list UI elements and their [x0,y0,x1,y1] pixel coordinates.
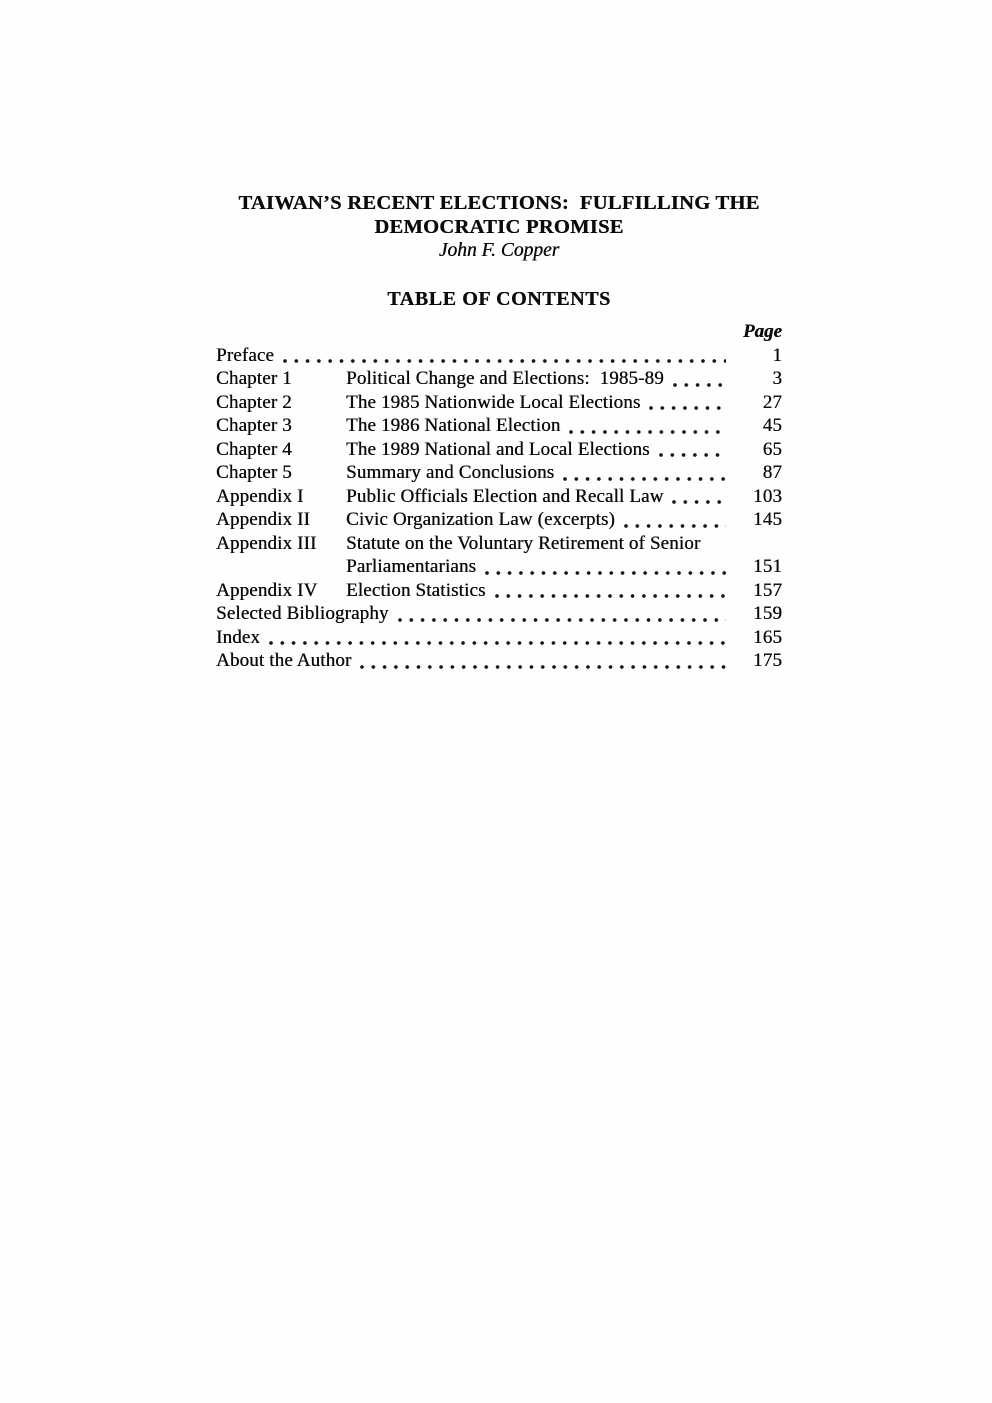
contents-heading: TABLE OF CONTENTS [387,287,611,310]
toc-entry-page: 175 [753,650,782,671]
toc-entry-row [216,414,782,438]
toc-entry-row [216,532,782,556]
dot-leader [563,461,726,485]
toc-entry-label: Chapter 2 [216,391,292,413]
dot-leader [569,414,726,438]
toc-entry-title: Public Officials Election and Recall Law [346,485,664,507]
toc-entry-row [216,438,782,462]
page-column-label: Page [742,320,782,342]
toc-entry-label: Index [216,626,261,648]
toc-entry-page: 151 [753,556,782,577]
toc-entry-page: 103 [753,485,782,507]
dot-leader [485,555,726,579]
toc-entry-row [216,391,782,415]
toc-entry-page: 45 [762,415,782,436]
toc-entry-label: Appendix III [216,532,317,554]
toc-entry-page: 27 [762,391,782,413]
dot-leader [360,649,726,673]
toc-entry-row [216,485,782,509]
toc-entry-label: Appendix I [216,485,304,507]
toc-entry-title: Statute on the Voluntary Retirement of Senior [346,532,701,554]
dot-leader [673,367,726,391]
toc-entry-title: Election Statistics [346,579,486,601]
toc-entry-row [216,579,782,603]
toc-entry-page: 145 [753,509,782,530]
toc-entry-title: Civic Organization Law (excerpts) [346,509,615,530]
toc-entry-row [216,626,782,650]
author-name: John F. Copper [438,240,560,261]
dot-leader [649,391,726,415]
page-content [216,192,782,673]
book-title-line1: TAIWAN’S RECENT ELECTIONS: FULFILLING THE [238,192,760,214]
toc-list [216,344,782,673]
toc-entry-label: Appendix II [216,509,310,530]
toc-entry-title: The 1985 Nationwide Local Elections [346,391,641,413]
toc-entry-label: Chapter 1 [216,368,292,389]
toc-entry-page: 165 [753,626,782,648]
toc-entry-label: Chapter 3 [216,415,292,436]
toc-entry-row [216,555,782,579]
toc-entry-page: 157 [753,579,782,601]
toc-entry-title: Summary and Conclusions [346,462,555,483]
toc-entry-row [216,602,782,626]
toc-entry-page: 87 [762,462,782,483]
dot-leader [269,626,726,650]
toc-entry-page: 159 [753,603,782,624]
toc-entry-label [216,555,346,579]
dot-leader [495,579,726,603]
book-title-line2: DEMOCRATIC PROMISE [374,215,624,238]
toc-entry-title: Political Change and Elections: 1985-89 [346,368,664,389]
toc-entry-page: 1 [772,344,782,366]
toc-entry-title: The 1986 National Election [346,415,561,436]
book-title [216,192,782,239]
dot-leader [624,508,726,532]
toc-entry-title: The 1989 National and Local Elections [346,438,650,460]
toc-entry-row [216,508,782,532]
toc-entry-row [216,367,782,391]
toc-entry-row [216,461,782,485]
dot-leader [709,532,726,556]
toc-entry-label: Appendix IV [216,579,318,601]
dot-leader [283,344,726,368]
toc-entry-title-continuation: Parliamentarians [346,556,477,577]
toc-entry-page [736,532,782,556]
toc-entry-label: Selected Bibliography [216,603,389,624]
dot-leader [672,485,726,509]
dot-leader [659,438,726,462]
toc-entry-page: 3 [772,368,782,389]
toc-entry-label: About the Author [216,650,352,671]
toc-entry-label: Chapter 4 [216,438,292,460]
dot-leader [398,602,726,626]
toc-entry-row [216,649,782,673]
toc-entry-row [216,344,782,368]
toc-entry-page: 65 [762,438,782,460]
toc-entry-label: Preface [216,344,275,366]
toc-entry-label: Chapter 5 [216,462,292,483]
